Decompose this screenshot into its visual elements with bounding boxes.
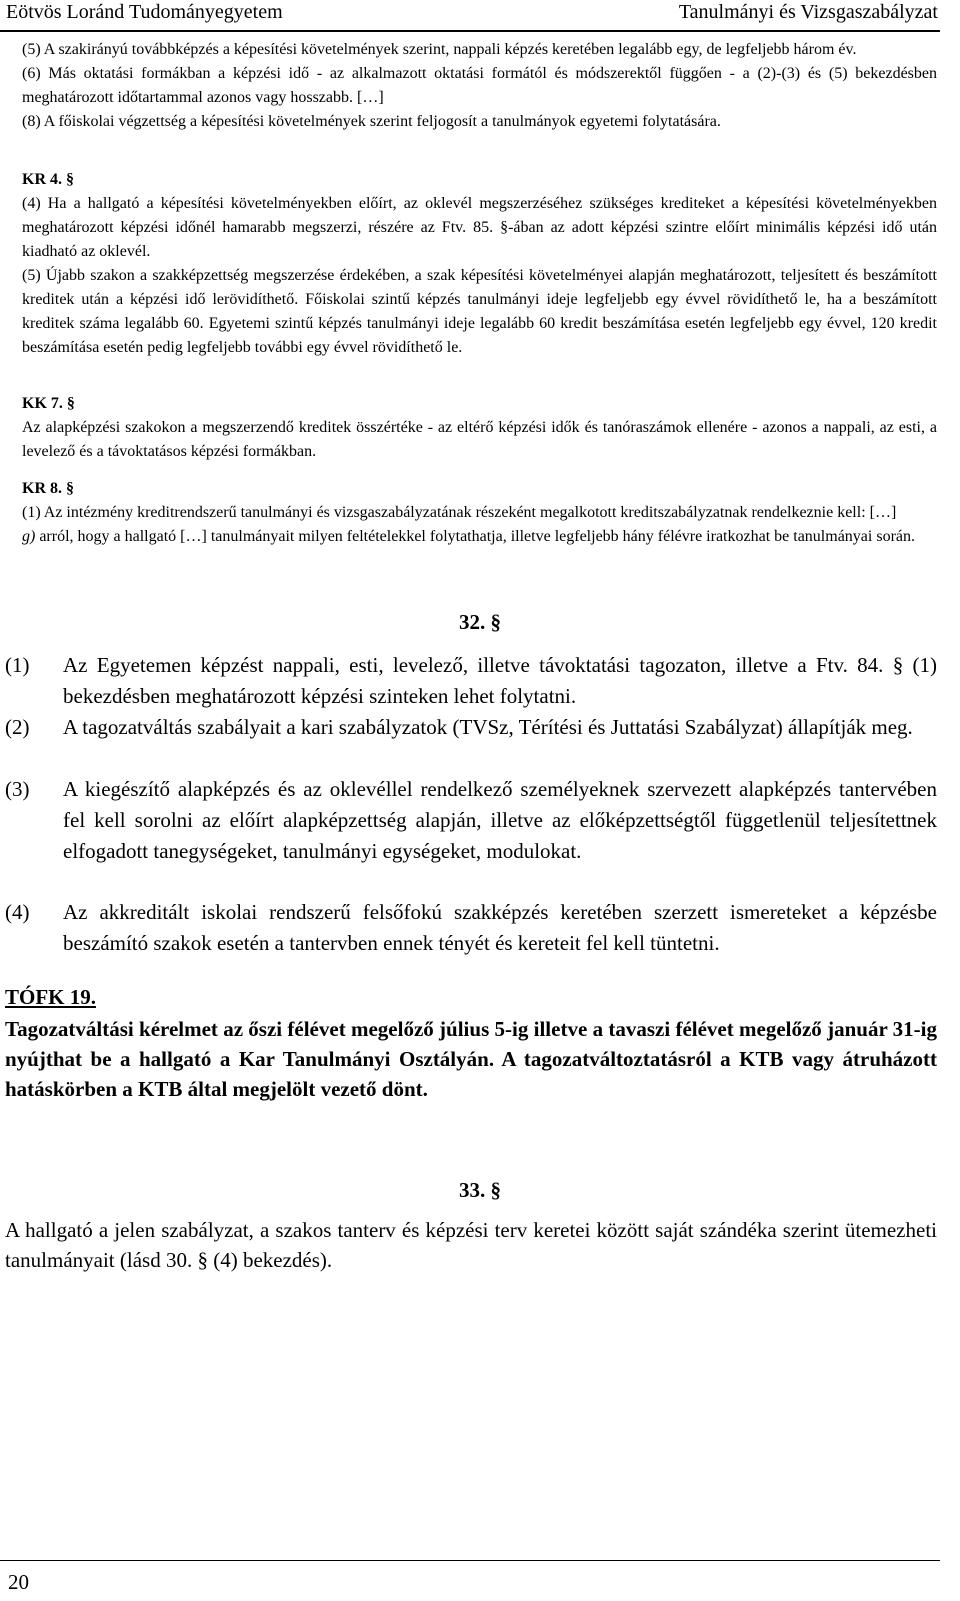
tofk19-heading: TÓFK 19. — [5, 985, 97, 1009]
kr8-heading: KR 8. § — [22, 480, 74, 497]
tofk19-text: Tagozatváltási kérelmet az őszi félévet megelőző július 5-ig illetve a tavaszi félévet megelőző január 31-ig nyújthat be a hallgató a Kar Tanulmányi Osztályán. A tagozatváltoztatásról a KTB vagy átruházott hatáskörben a KTB által megjelölt vezető dönt. — [5, 1017, 937, 1101]
header-university: Eötvös Loránd Tudományegyetem — [6, 1, 283, 23]
page-header — [0, 0, 940, 32]
section-32-heading: 32. § — [459, 610, 501, 634]
kr4-block — [22, 168, 937, 360]
top-block — [22, 38, 937, 134]
kk7-block — [22, 392, 937, 464]
item-number: (1) — [5, 653, 30, 677]
section-33-heading: 33. § — [459, 1178, 501, 1202]
item-number: (4) — [5, 900, 30, 924]
item-text: A tagozatváltás szabályait a kari szabályzatok (TVSz, Térítési és Juttatási Szabályzat) állapítják meg. — [63, 715, 913, 739]
page-number: 20 — [8, 1570, 29, 1594]
section-32-item — [5, 897, 937, 959]
section-33-text: A hallgató a jelen szabályzat, a szakos tanterv és képzési terv keretei között saját szándéka szerint ütemezheti tanulmányait (lásd 30. § (4) bekezdés). — [5, 1218, 937, 1272]
kr4-paragraph-5: (5) Újabb szakon a szakképzettség megszerzése érdekében, a szak képesítési követelményei alapján meghatározott, teljesített és beszámított kreditek után a képzési idő lerövidíthető. Főiskolai szintű képzés tanulmányi ideje legfeljebb egy évvel rövidíthető le, ha a beszámított kreditek száma legalább 60. Egyetemi szintű képzés tanulmányi ideje legalább 60 kredit beszámítása esetén legfeljebb egy évvel, 120 kredit beszámítása esetén pedig legfeljebb további egy évvel rövidíthető le. — [22, 267, 937, 356]
kr8-point-g-label: g) — [22, 528, 36, 545]
section-32-item — [5, 650, 937, 712]
kk7-text: Az alapképzési szakokon a megszerzendő kreditek összértéke - az eltérő képzési idők és tanóraszámok ellenére - azonos a nappali, az esti, a levelező és a távoktatásos képzési formákban. — [22, 419, 937, 460]
item-text: Az akkreditált iskolai rendszerű felsőfokú szakképzés keretében szerzett ismereteket a képzésbe beszámító szakok esetén a tantervben ennek tényét és kereteit fel kell tüntetni. — [63, 900, 937, 955]
item-text: A kiegészítő alapképzés és az oklevéllel rendelkező személyeknek szervezett alapképzés tantervében fel kell sorolni az előírt alapképzettség alapján, illetve az előképzettségtől függetlenül teljesítettnek elfogadott tanegységeket, tanulmányi egységeket, modulokat. — [63, 777, 937, 863]
footer-divider — [0, 1560, 940, 1561]
kr8-paragraph-1: (1) Az intézmény kreditrendszerű tanulmányi és vizsgaszabályzatának részeként megalkotott kreditszabályzatnak rendelkeznie kell: […] — [22, 504, 897, 521]
kr4-paragraph-4: (4) Ha a hallgató a képesítési követelményekben előírt, az oklevél megszerzéséhez szükséges krediteket a képesítési követelményekben meghatározott képzési időnél hamarabb megszerzi, részére az Ftv. 85. §-ában az adott képzési szintre előírt minimális képzési idő után kiadható az oklevél. — [22, 195, 937, 260]
paragraph-6: (6) Más oktatási formákban a képzési idő - az alkalmazott oktatási formától és módszerektől függően - a (2)-(3) és (5) bekezdésben meghatározott időtartammal azonos vagy hosszabb. […] — [22, 65, 937, 106]
paragraph-5: (5) A szakirányú továbbképzés a képesítési követelmények szerint, nappali képzés keretében legalább egy, de legfeljebb három év. — [22, 41, 857, 58]
item-number: (2) — [5, 715, 30, 739]
header-document-title: Tanulmányi és Vizsgaszabályzat — [678, 1, 938, 23]
kr4-heading: KR 4. § — [22, 171, 74, 188]
kr8-block — [22, 477, 937, 549]
item-text: Az Egyetemen képzést nappali, esti, levelező, illetve távoktatási tagozaton, illetve a Ftv. 84. § (1) bekezdésben meghatározott képzési szinteken lehet folytatni. — [63, 653, 937, 708]
paragraph-8: (8) A főiskolai végzettség a képesítési követelmények szerint feljogosít a tanulmányok egyetemi folytatására. — [22, 113, 721, 130]
kr8-point-g — [22, 525, 937, 549]
section-32-item — [5, 774, 937, 867]
item-number: (3) — [5, 777, 30, 801]
kk7-heading: KK 7. § — [22, 395, 75, 412]
section-32-item — [5, 712, 937, 743]
kr8-point-g-text: arról, hogy a hallgató […] tanulmányait milyen feltételekkel folytathatja, illetve legfeljebb hány félévre iratkozhat be tanulmányai során. — [35, 528, 915, 545]
